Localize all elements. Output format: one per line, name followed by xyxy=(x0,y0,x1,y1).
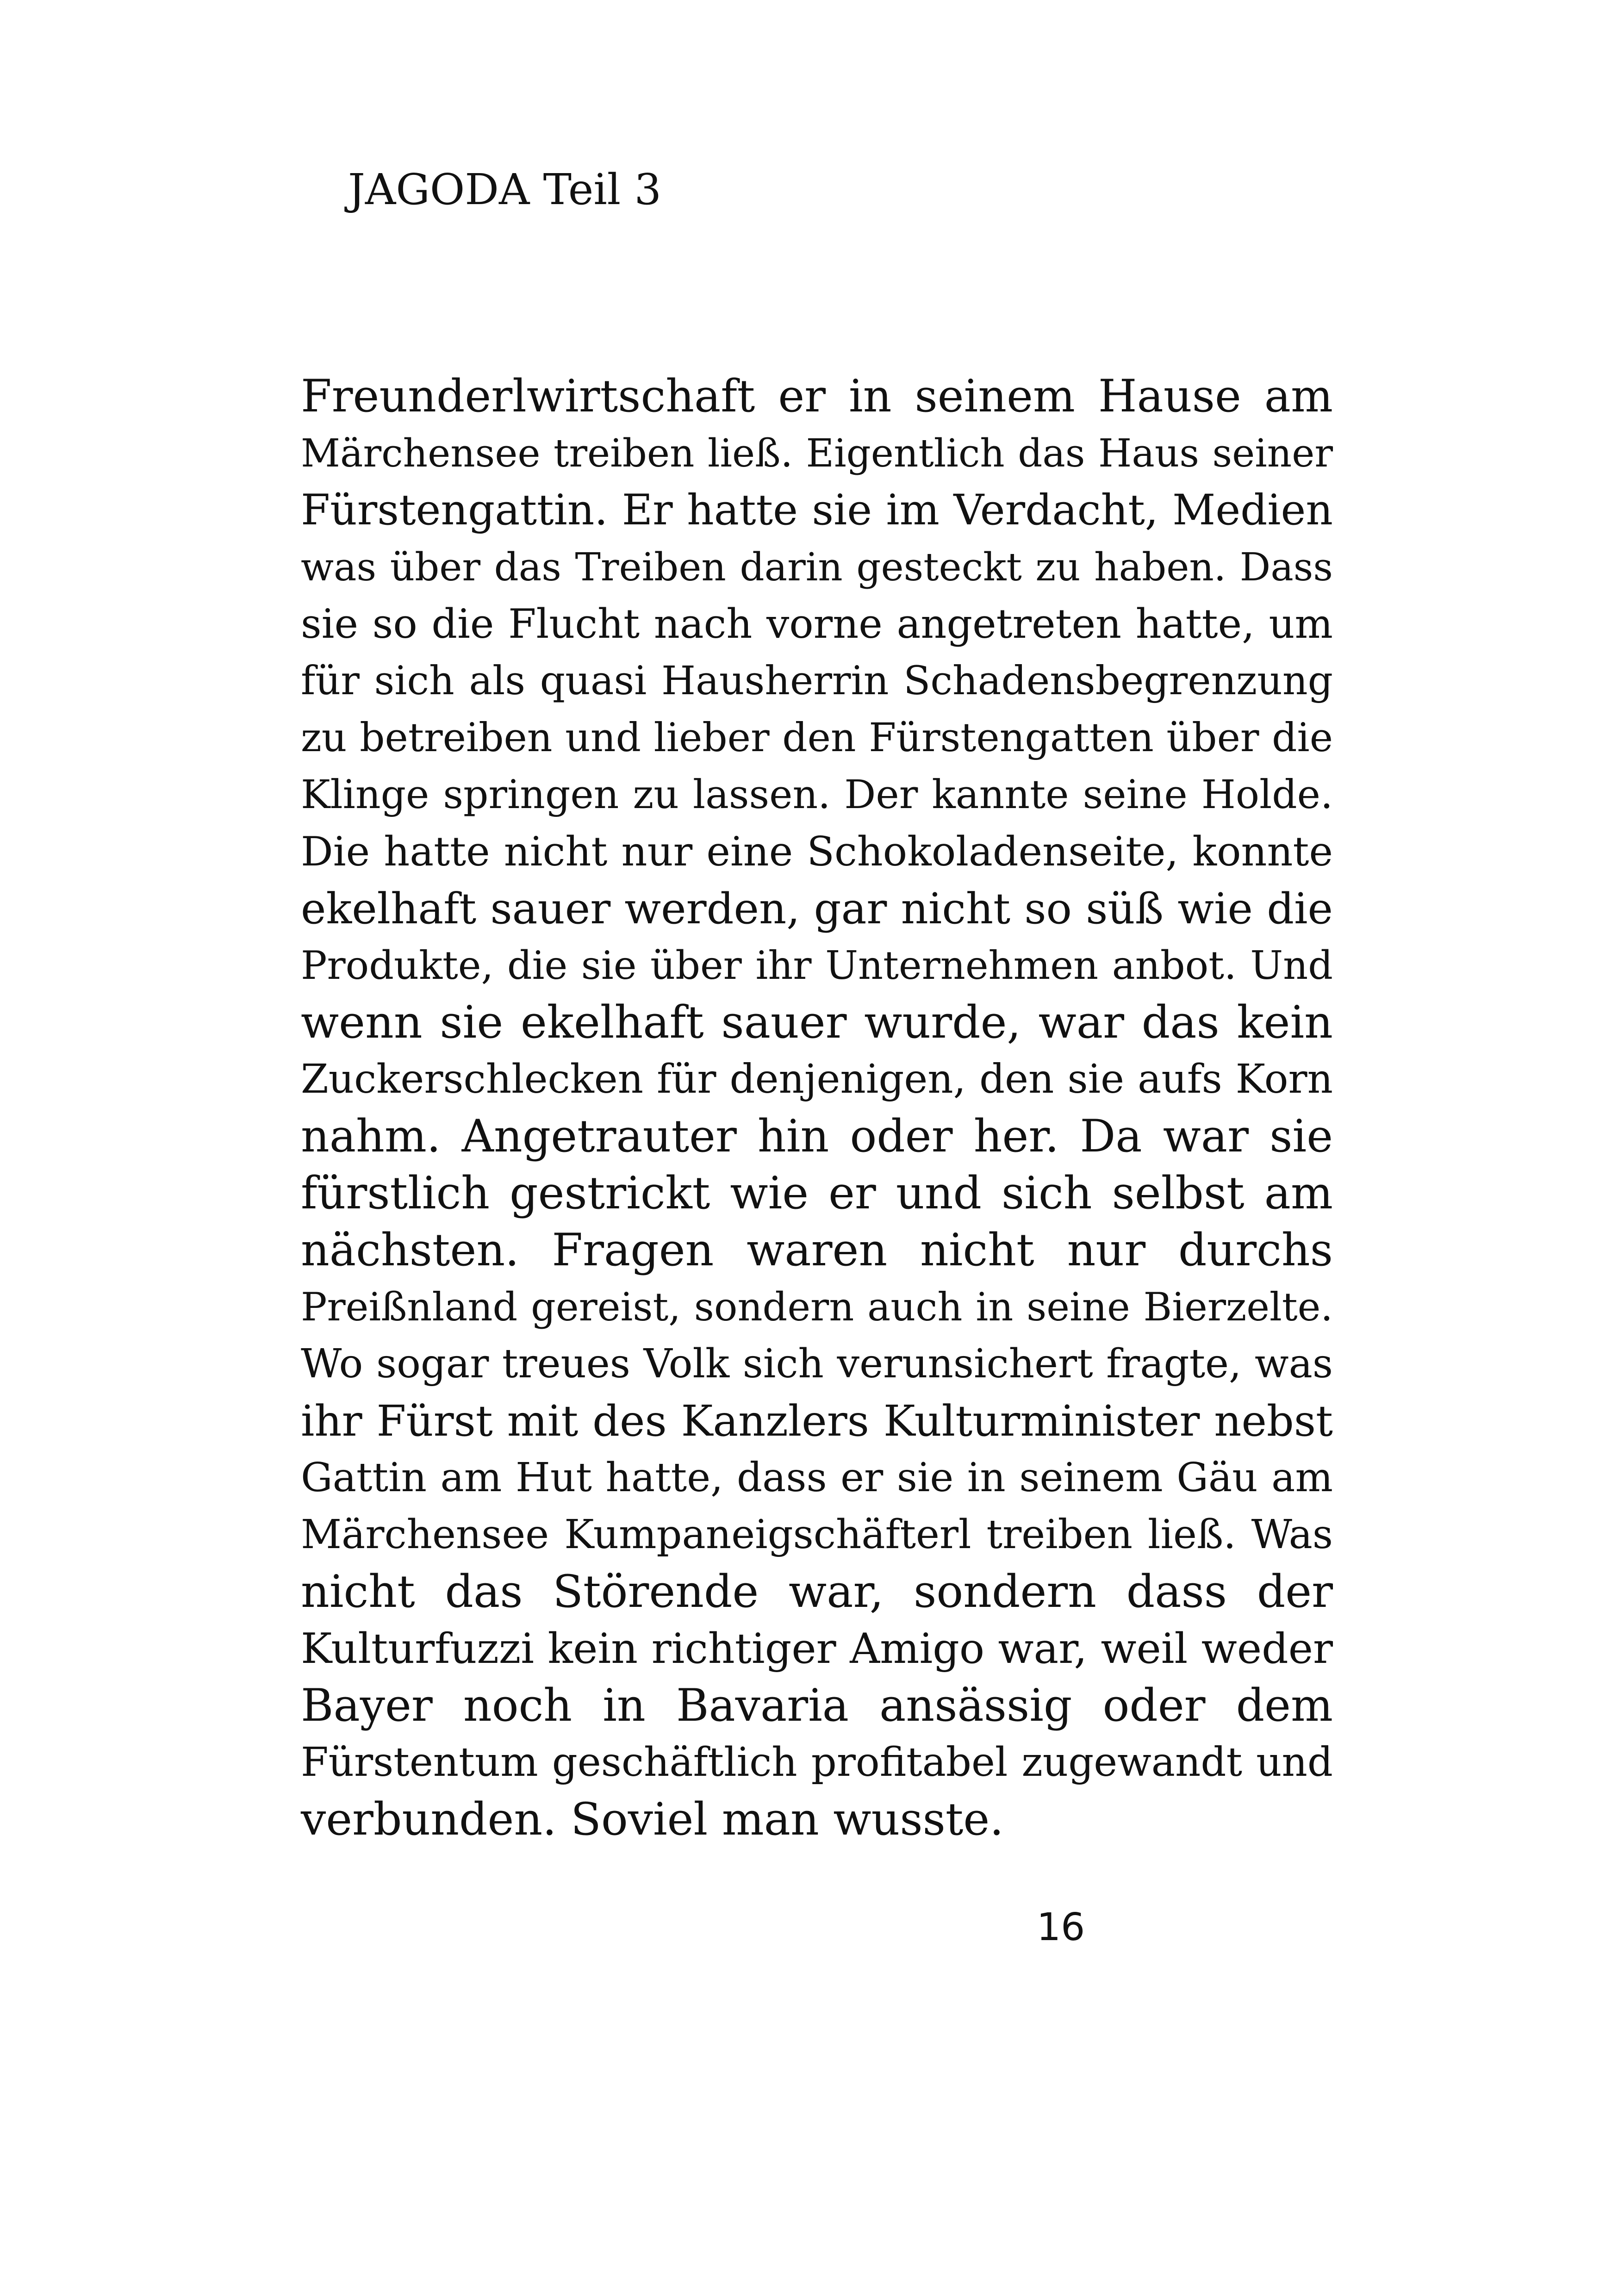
text-line: verbunden. Soviel man wusste. xyxy=(301,1793,1004,1845)
page-number: 16 xyxy=(1037,1905,1085,1949)
text-line: Zuckerschlecken für denjenigen, den sie aufs Korn xyxy=(301,1056,1333,1102)
running-header-title: JAGODA Teil 3 xyxy=(348,165,661,214)
text-line: Märchensee Kumpaneigschäfterl treiben ließ. Was xyxy=(301,1512,1333,1558)
text-line: Die hatte nicht nur eine Schokoladenseite, konnte xyxy=(301,828,1333,875)
text-line: fürstlich gestrickt wie er und sich selbst am xyxy=(301,1167,1333,1219)
text-line: Freunderlwirtschaft er in seinem Hause am xyxy=(301,370,1333,422)
body-text xyxy=(301,368,1333,1848)
text-line: ekelhaft sauer werden, gar nicht so süß wie die xyxy=(301,884,1333,933)
text-line: wenn sie ekelhaft sauer wurde, war das kein xyxy=(301,996,1333,1048)
text-line: was über das Treiben darin gesteckt zu haben. Dass xyxy=(301,545,1333,590)
text-line: ihr Fürst mit des Kanzlers Kulturminister nebst xyxy=(301,1396,1333,1446)
text-line: nahm. Angetrauter hin oder her. Da war sie xyxy=(301,1110,1333,1162)
text-line: Preißnland gereist, sondern auch in seine Bierzelte. xyxy=(301,1284,1333,1330)
text-line: Bayer noch in Bavaria ansässig oder dem xyxy=(301,1680,1333,1731)
text-line: Fürstengattin. Er hatte sie im Verdacht, Medien xyxy=(301,486,1333,535)
text-line: Produkte, die sie über ihr Unternehmen anbot. Und xyxy=(301,943,1333,988)
text-line: Klinge springen zu lassen. Der kannte seine Holde. xyxy=(301,772,1333,818)
text-line: Märchensee treiben ließ. Eigentlich das Haus seiner xyxy=(301,431,1333,476)
text-line: Fürstentum geschäftlich profitabel zugewandt und xyxy=(301,1739,1333,1786)
text-line: Gattin am Hut hatte, dass er sie in seinem Gäu am xyxy=(301,1455,1333,1501)
text-line: Wo sogar treues Volk sich verunsichert fragte, was xyxy=(301,1341,1333,1387)
text-line: für sich als quasi Hausherrin Schadensbegrenzung xyxy=(301,658,1333,704)
text-line: zu betreiben und lieber den Fürstengatten über die xyxy=(301,715,1333,761)
text-line: nicht das Störende war, sondern dass der xyxy=(301,1566,1333,1618)
text-line: nächsten. Fragen waren nicht nur durchs xyxy=(301,1224,1333,1276)
text-line: sie so die Flucht nach vorne angetreten hatte, um xyxy=(301,600,1333,647)
text-line: Kulturfuzzi kein richtiger Amigo war, weil weder xyxy=(301,1624,1333,1673)
